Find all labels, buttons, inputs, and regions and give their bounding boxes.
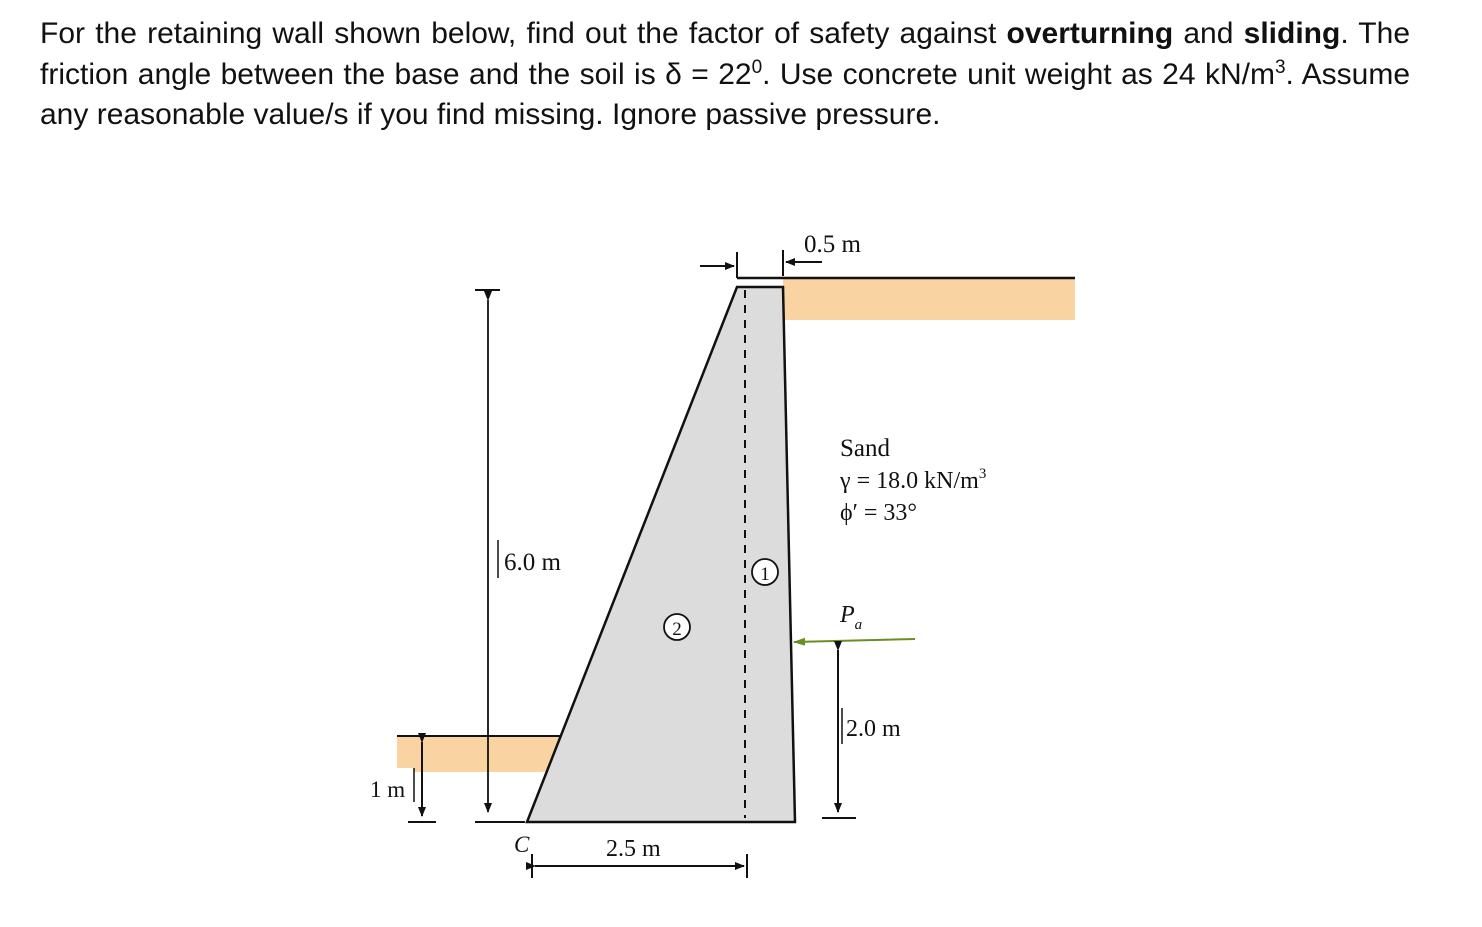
- top-width-label: 0.5 m: [804, 231, 861, 258]
- active-force-symbol: P: [840, 602, 855, 628]
- active-force-label: [839, 602, 862, 633]
- section-1-label: 1: [760, 564, 770, 585]
- unit-weight-label: [839, 466, 986, 494]
- active-force-subscript: a: [854, 617, 863, 633]
- backfill-soil-band: [783, 278, 1075, 320]
- height-label: 6.0 m: [504, 549, 561, 576]
- unit-weight-text: γ = 18.0 kN/m: [840, 468, 979, 494]
- cube-superscript: 3: [1274, 56, 1286, 78]
- keyword-sliding: sliding: [1243, 17, 1341, 50]
- problem-text-2: and: [1173, 17, 1244, 50]
- embed-label: 1 m: [370, 777, 406, 802]
- section-2-label: 2: [672, 619, 682, 640]
- soil-label: Sand: [840, 435, 890, 462]
- degree-superscript: 0: [751, 56, 763, 78]
- base-label: 2.5 m: [606, 836, 661, 862]
- problem-text-1: For the retaining wall shown below, find out the factor of safety against: [40, 17, 1007, 50]
- pa-arm-label: 2.0 m: [846, 716, 901, 742]
- keyword-overturning: overturning: [1006, 17, 1174, 50]
- toe-label-c: C: [514, 832, 530, 857]
- problem-text-3: . The friction angle between the base and the soil is δ = 22: [40, 17, 1411, 91]
- friction-angle-label: ϕ′ = 33°: [840, 500, 918, 526]
- unit-weight-superscript: 3: [978, 466, 987, 482]
- active-force-arrow: [794, 639, 915, 642]
- problem-text-4: . Use concrete unit weight as 24 kN/m: [762, 57, 1275, 91]
- problem-text-5: . Assume any reasonable value/s if you find missing. Ignore passive pressure.: [40, 57, 1410, 131]
